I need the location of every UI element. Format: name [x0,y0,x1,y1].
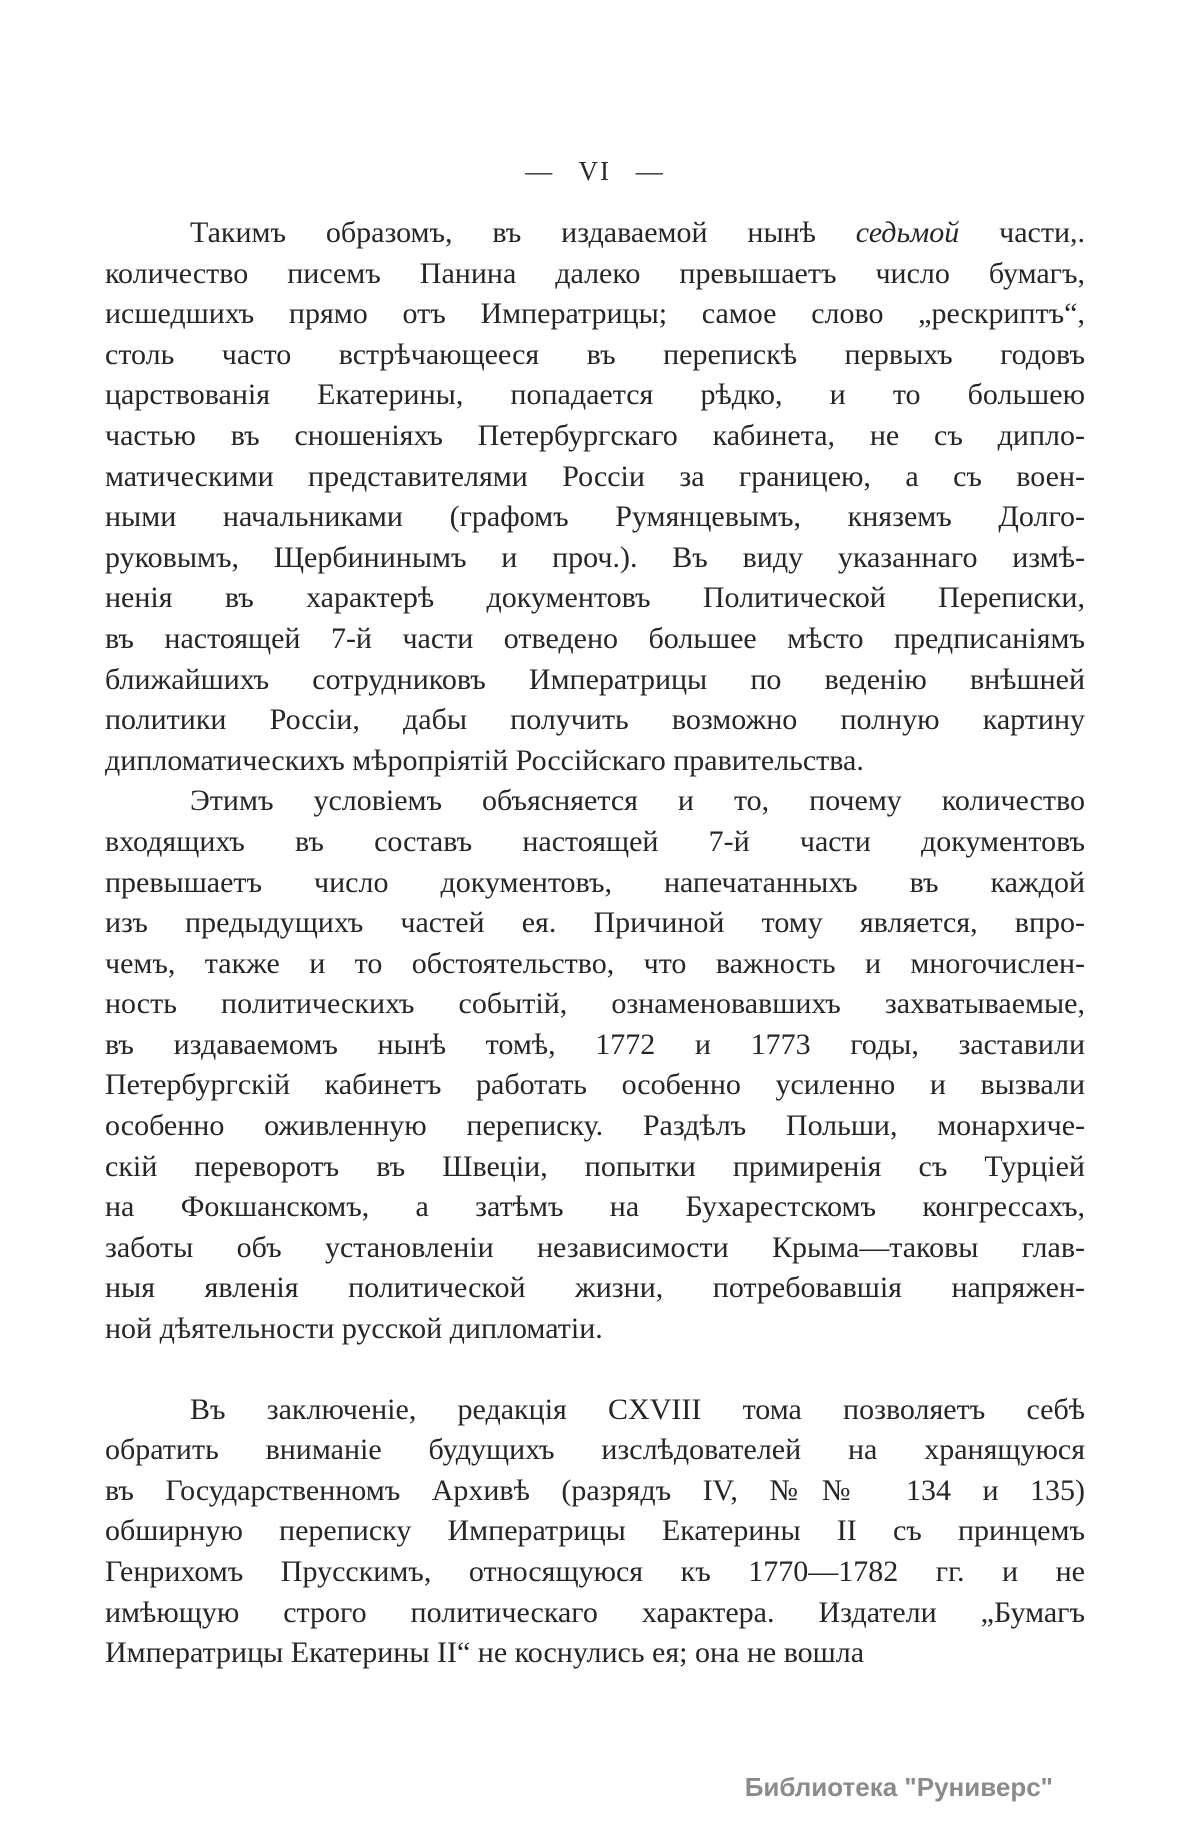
paragraph-1 [105,213,1085,781]
text-line: Генрихомъ Прусскимъ, относящуюся къ 1770—1782 гг. и не [105,1555,1085,1588]
text-block [105,213,1085,1674]
text-line: въ Государственномъ Архивѣ (разрядъ IV, №№ 134 и 135) [105,1473,1085,1507]
text-line: Въ заключеніе, редакція CXVIII тома позволяетъ себѣ [190,1392,1085,1426]
text-line: въ настоящей 7-й части отведено большее мѣсто предписаніямъ [105,621,1085,655]
text-line: входящихъ въ составъ настоящей 7-й части документовъ [105,824,1085,858]
text-segment: части,. [959,216,1085,249]
text-line: ность политическихъ событій, ознаменовавшихъ захватываемые, [105,987,1085,1021]
italic-text: седьмой [855,216,960,249]
text-line: политики Россіи, дабы получить возможно полную картину [105,703,1085,737]
text-line: ныя явленія политической жизни, потребовавшія напряжен- [105,1271,1085,1305]
text-line: особенно оживленную переписку. Раздѣлъ Польши, монархиче- [105,1109,1085,1143]
paragraph-2 [105,781,1085,1349]
text-line: ными начальниками (графомъ Румянцевымъ, княземъ Долго- [105,500,1085,534]
watermark: Библиотека "Руниверс" [744,1772,1053,1802]
text-line: скій переворотъ въ Швеціи, попытки примиренія съ Турціей [105,1149,1085,1183]
paragraph-3 [105,1390,1085,1674]
text-line: имѣющую строго политическаго характера. Издатели „Бумагъ [105,1595,1085,1629]
text-line: дипломатическихъ мѣропріятій Россійскаго правительства. [105,743,864,777]
text-line [105,213,1085,254]
text-line: столь часто встрѣчающееся въ перепискѣ первыхъ годовъ [105,337,1085,371]
page-number-header: — VI — [525,156,665,186]
text-line: Императрицы Екатерины II“ не коснулись ея; она не вошла [105,1636,865,1670]
text-line: обширную переписку Императрицы Екатерины II съ принцемъ [105,1514,1085,1548]
text-line: въ издаваемомъ нынѣ томѣ, 1772 и 1773 годы, заставили [105,1027,1085,1061]
text-line: изъ предыдущихъ частей ея. Причиной тому является, впро- [105,906,1085,940]
text-line: частью въ сношеніяхъ Петербургскаго кабинета, не съ дипло- [105,418,1085,452]
text-line: ной дѣятельности русской дипломатіи. [105,1312,603,1346]
text-segment: Такимъ образомъ, въ издаваемой нынѣ [190,216,856,249]
text-line: заботы объ установленіи независимости Крыма—таковы глав- [105,1230,1085,1264]
text-line: количество писемъ Панина далеко превышаетъ число бумагъ, [105,256,1085,290]
text-line: обратить вниманіе будущихъ изслѣдователей на хранящуюся [105,1433,1085,1467]
text-line: ненія въ характерѣ документовъ Политической Переписки, [105,581,1085,615]
text-line: на Фокшанскомъ, а затѣмъ на Бухарестскомъ конгрессахъ, [105,1190,1085,1224]
text-line: Петербургскій кабинетъ работать особенно усиленно и вызвали [105,1068,1085,1102]
text-line: матическими представителями Россіи за границею, а съ воен- [105,459,1085,493]
text-line: руковымъ, Щербининымъ и проч.). Въ виду указаннаго измѣ- [105,540,1085,574]
text-line: Этимъ условіемъ объясняется и то, почему количество [190,784,1085,818]
text-line: ближайшихъ сотрудниковъ Императрицы по веденію внѣшней [105,662,1085,696]
text-line: царствованія Екатерины, попадается рѣдко, и то большею [105,378,1085,412]
text-line: чемъ, также и то обстоятельство, что важность и многочислен- [105,946,1085,980]
text-line: исшедшихъ прямо отъ Императрицы; самое слово „рескриптъ“, [105,297,1085,331]
text-line: превышаетъ число документовъ, напечатанныхъ въ каждой [105,865,1085,899]
